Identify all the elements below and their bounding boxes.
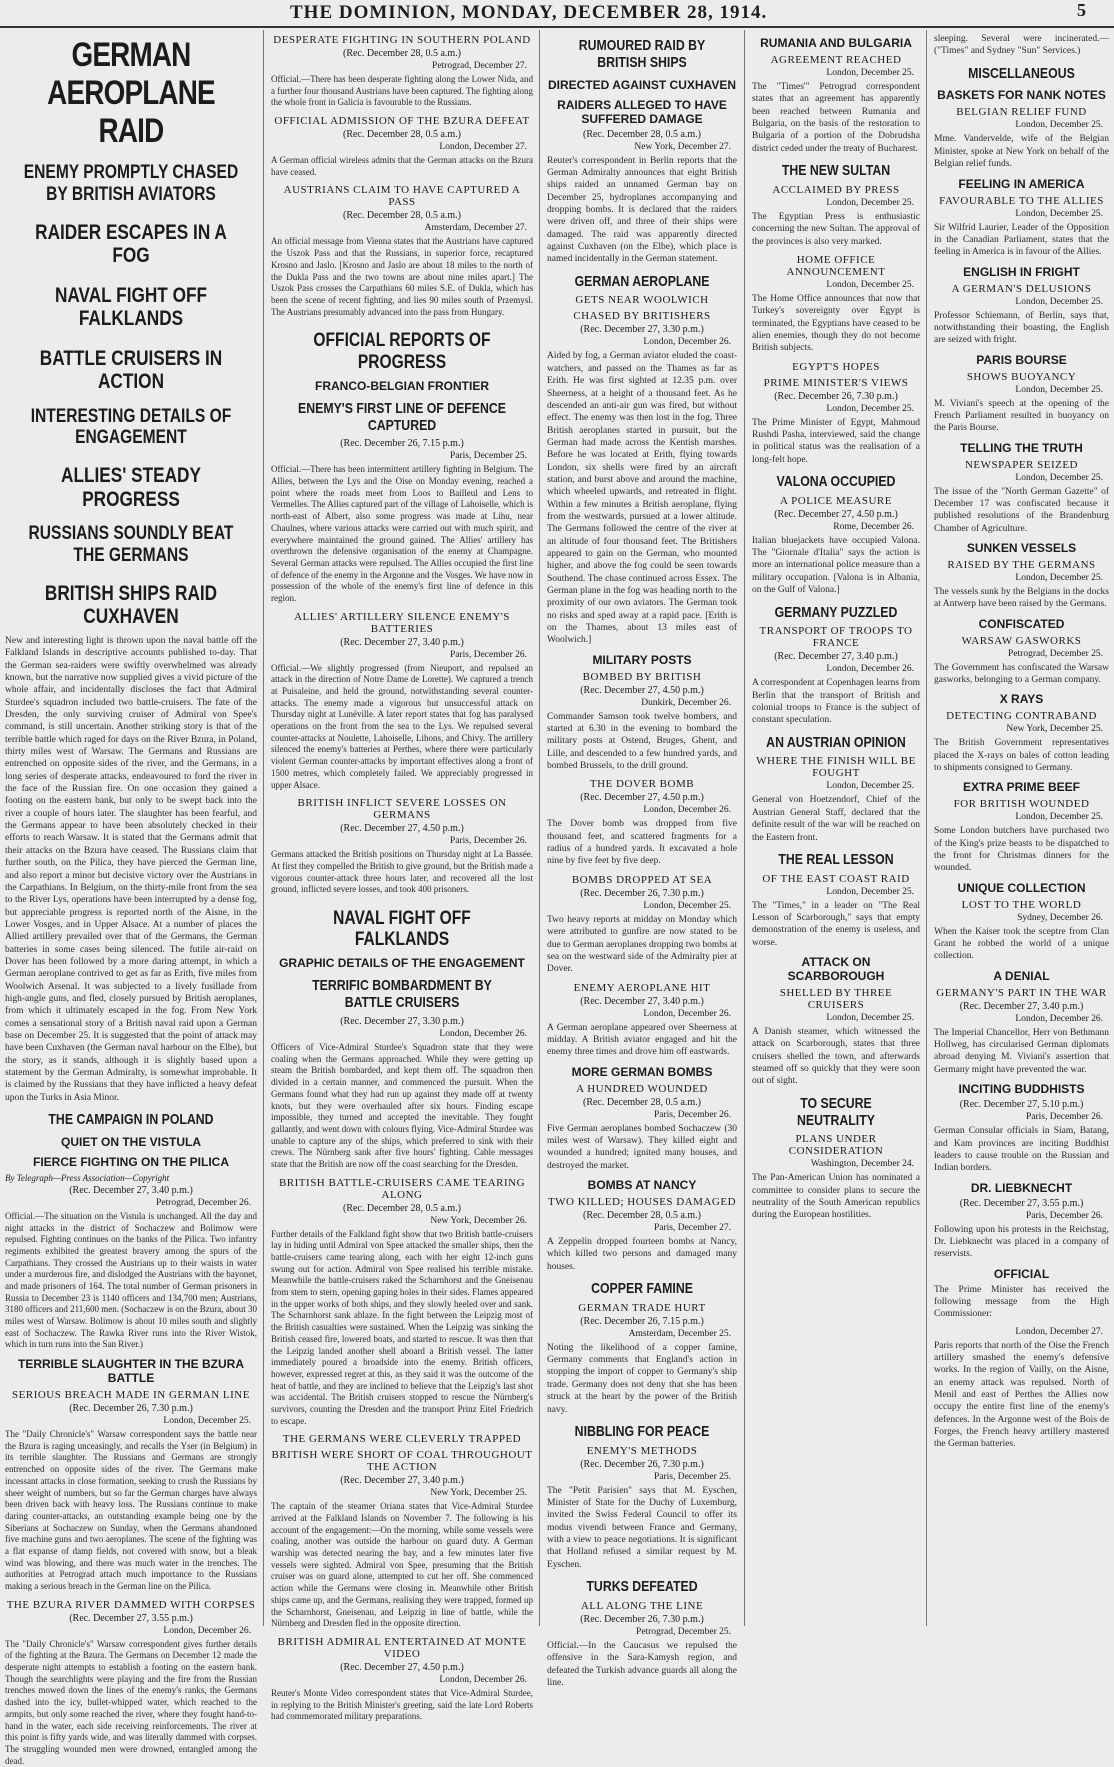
section-subhead: NEWSPAPER SEIZED bbox=[964, 458, 1079, 471]
section-subhead: A GERMAN'S DELUSIONS bbox=[951, 282, 1092, 295]
dateline: London, December 26. bbox=[643, 1008, 731, 1019]
article-body: General von Hoetzendorf, Chief of the Austrian General Staff, declared that the definite result of the war will be reached on the Eastern front. bbox=[752, 795, 923, 843]
column-rule bbox=[926, 30, 927, 1626]
section-headline: AN AUSTRIAN OPINION bbox=[766, 733, 906, 751]
article-body: Mme. Vandervelde, wife of the Belgian Minister, spoke at New York on behalf of the Belgian relief funds. bbox=[934, 134, 1112, 170]
article-body: Some London butchers have purchased two of the King's prize beasts to be dispatched to the front for Christmas dinners for the wounded. bbox=[934, 826, 1112, 874]
section-subhead: GERMANY'S PART IN THE WAR bbox=[936, 986, 1107, 999]
article-body: The Prime Minister of Egypt, Mahmoud Rushdi Pasha, interviewed, said the change in political status was the realisation of a long-felt hope. bbox=[752, 417, 923, 465]
section-headline: DR. LIEBKNECHT bbox=[970, 1180, 1073, 1195]
dateline: Amsterdam, December 27. bbox=[424, 223, 527, 234]
dateline: Paris, December 26. bbox=[1025, 1210, 1103, 1221]
section-headline: AUSTRIANS CLAIM TO HAVE CAPTURED A PASS bbox=[283, 184, 521, 209]
section-subhead: GETS NEAR WOOLWICH bbox=[575, 294, 709, 307]
column-1 bbox=[0, 30, 262, 1766]
article-body: The British Government representatives placed the X-rays on bales of cotton leading to shipments consigned to Germany. bbox=[934, 738, 1112, 774]
section-subhead: BASKETS FOR NANK NOTES bbox=[937, 88, 1106, 103]
section-headline: ATTACK ON SCARBOROUGH bbox=[787, 955, 885, 984]
article-body: Official.—There has been desperate fighting along the Lower Nida, and a further four thousand Austrians have been captured. The fighting along the whole front in Galicia is favourable to the Russians. bbox=[271, 74, 536, 108]
received-line: (Rec. December 27, 3.30 p.m.) bbox=[580, 324, 704, 336]
section-headline: OFFICIAL bbox=[993, 1266, 1050, 1281]
deck-headline: NAVAL FIGHT OFF FALKLANDS bbox=[54, 283, 208, 331]
section-headline: OFFICIAL REPORTS OF PROGRESS bbox=[313, 330, 491, 373]
dateline: Petrograd, December 27. bbox=[432, 61, 527, 71]
deck-headline: ALLIES' STEADY PROGRESS bbox=[61, 464, 201, 511]
article-body: M. Viviani's speech at the opening of the French Parliament resulted in buoyancy on the Paris Bourse. bbox=[934, 398, 1112, 434]
deck-headline: RAIDER ESCAPES IN A FOG bbox=[35, 220, 227, 268]
dateline: Petrograd, December 25. bbox=[636, 1626, 731, 1637]
article-body: German Consular officials in Siam, Batang, and Kam provinces are inciting Buddhist leaders to cause trouble on the Russian and Indian borders. bbox=[934, 1126, 1112, 1174]
dateline: London, December 27. bbox=[1015, 1326, 1103, 1337]
section-subhead: RAISED BY THE GERMANS bbox=[947, 558, 1096, 571]
section-subhead: WHERE THE FINISH WILL BE FOUGHT bbox=[756, 755, 916, 780]
section-headline: MISCELLANEOUS bbox=[968, 64, 1075, 82]
dateline: Petrograd, December 26. bbox=[156, 1197, 251, 1208]
received-line: (Rec. December 27, 3.55 p.m.) bbox=[69, 1612, 193, 1624]
section-subhead: TRANSPORT OF TROOPS TO FRANCE bbox=[759, 625, 913, 650]
dateline: London, December 25. bbox=[1015, 296, 1103, 307]
deck-headline: BATTLE CRUISERS IN ACTION bbox=[39, 346, 223, 394]
section-headline: NAVAL FIGHT OFF FALKLANDS bbox=[333, 907, 471, 951]
section-headline: RUMOURED RAID BY BRITISH SHIPS bbox=[578, 37, 706, 71]
section-headline: THE REAL LESSON bbox=[778, 850, 894, 868]
dateline: Washington, December 24. bbox=[810, 1159, 914, 1170]
received-line: (Rec. December 28, 0.5 a.m.) bbox=[342, 48, 461, 59]
dateline: Sydney, December 26. bbox=[1017, 912, 1103, 923]
section-headline: COPPER FAMINE bbox=[591, 1279, 693, 1297]
section-subhead: TERRIFIC BOMBARDMENT BY BATTLE CRUISERS bbox=[312, 977, 492, 1012]
dateline: London, December 26. bbox=[1015, 1013, 1103, 1024]
received-line: (Rec. December 27, 3.55 p.m.) bbox=[959, 1197, 1084, 1209]
section-subhead: GRAPHIC DETAILS OF THE ENGAGEMENT bbox=[279, 956, 525, 971]
received-line: (Rec. December 27, 3.40 p.m.) bbox=[340, 636, 464, 648]
section-headline: GERMAN AEROPLANE bbox=[574, 272, 710, 290]
dateline: London, December 27. bbox=[439, 142, 527, 153]
section-headline: THE NEW SULTAN bbox=[781, 162, 891, 180]
column-5 bbox=[929, 30, 1114, 1626]
dateline: Amsterdam, December 25. bbox=[628, 1328, 731, 1339]
article-body: Officers of Vice-Admiral Sturdee's Squadron state that they were coaling when the Germans approached. While they were getting up steam the British bombarded, and kept them off. The squadron then divided in a certain manner, and commenced the pursuit. When the Germans found what they had run up against they made off at twenty knots, but they were overhauled after six hours. Finding escape impossible, they turned and accepted the inevitable. They fought gallantly, and went down with colours flying. Vice-Admiral Sturdee was unable to capture any of the ships, which preferred to sink with their crews. The Nürnberg sank after five hours' fighting. Cable messages state that the British are now off the coast searching for the Dresden. bbox=[271, 1042, 536, 1169]
section-headline: TURKS DEFEATED bbox=[586, 1578, 698, 1596]
section-headline: TO SECURE NEUTRALITY bbox=[797, 1094, 875, 1129]
dateline: New York, December 25. bbox=[1006, 724, 1103, 735]
section-headline: RUMANIA AND BULGARIA bbox=[760, 36, 912, 50]
column-rule bbox=[263, 30, 264, 1626]
received-line: (Rec. December 27, 3.30 p.m.) bbox=[340, 1016, 464, 1028]
section-subhead: A POLICE MEASURE bbox=[780, 494, 892, 507]
dateline: London, December 25. bbox=[1015, 572, 1103, 583]
column-3 bbox=[542, 30, 742, 1688]
section-subhead: ENEMY'S FIRST LINE OF DEFENCE CAPTURED bbox=[298, 399, 506, 434]
byline: By Telegraph—Press Association—Copyright bbox=[5, 1172, 170, 1183]
article-body: Further details of the Falkland fight show that two British battle-cruisers lay in hiding until Admiral von Spee attacked the smaller ships, then the battle-cruisers came tearing along, each with her eight 12-inch guns swung out for action. Admiral von Spee realised his terrible mistake. Meanwhile the battle-cruisers raked the Scharnhorst and the Gneisenau from stem to stern, opening gaping holes in their sides. Flames appeared in the upper works of both ships, and they slowly heeled over and sank. The Scharnhorst sank ablaze. In the fight between the Leipzig most of the British casualties were sustained. When the Leipzig was sinking the British ceased fire, lowered boats, and started to rescue. It was then that the Leipzig landed another shell aboard a British vessel. The latter immediately poured a broadside into the enemy. British officers, however, expressed regret at this, as they said it was the outcome of the heat of battle, and they are inclined to believe that the Leipzig's last shot was accidental. The British cruisers stopped to rescue the Nürnberg's survivors, counting the Dresden and the transport Prinz Eitel Friedrich to escape. bbox=[271, 1228, 536, 1426]
section-subhead: SERIOUS BREACH MADE IN GERMAN LINE bbox=[12, 1389, 250, 1402]
received-line: (Rec. December 26, 7.30 p.m.) bbox=[580, 1613, 704, 1625]
article-body: Professor Schiemann, of Berlin, says that, notwithstanding their boasting, the English are seized with fright. bbox=[934, 310, 1112, 346]
article-body: Paris reports that north of the Oise the French artillery smashed the enemy's defensive works. In the region of Vailly, on the Aisne, an enemy attack was repulsed. North of Menil and east of Perthes the Allies now occupy the entire first line of the enemy's defences. In the Argonne west of the Bois de Forges, the French heavy artillery mastered the German batteries. bbox=[934, 1340, 1112, 1450]
dateline: London, December 25. bbox=[826, 886, 914, 897]
received-line: (Rec. December 28, 0.5 a.m.) bbox=[582, 128, 701, 140]
article-body: Germans attacked the British positions on Thursday night at La Bassée. At first they compelled the British to give ground, but the British made a vigorous counter-attack three hours later, and recovered all the lost ground, inflicted severe losses, and took 400 prisoners. bbox=[271, 849, 536, 895]
article-body: When the Kaiser took the sceptre from Clan Grant he robbed the world of a unique collection. bbox=[934, 926, 1112, 962]
section-headline: TERRIBLE SLAUGHTER IN THE BZURA BATTLE bbox=[18, 1357, 244, 1386]
section-headline: MORE GERMAN BOMBS bbox=[571, 1064, 713, 1079]
article-body: The Pan-American Union has nominated a committee to consider plans to secure the neutrality of the South American republics during the European hostilities. bbox=[752, 1173, 923, 1221]
article-body: Official.—There has been intermittent artillery fighting in Belgium. The Allies, between the Lys and the Oise on Monday evening, reached a point where the roads meet from Loos to Bailleul and Lens to Vermelles. The Allies captured part of the village of Lahoiselle, which is north-east of Albert, also some progress was made at Lihu, near Chaulnes, where various attacks were carried out with much spirit, and everywhere maintained the ground gained. The Allies' artillery has overthrown the defensive organisation of the enemy at Champagne. Several German attacks were repulsed. The Allies occupied the first line of defence of the enemy in the Argonne and the Vosges. We have now in possession of the whole of the enemy's first line of defence in this region. bbox=[271, 464, 536, 603]
section-headline: BRITISH INFLICT SEVERE LOSSES ON GERMANS bbox=[297, 797, 507, 822]
dateline: London, December 25. bbox=[826, 197, 914, 208]
received-line: (Rec. December 26, 7.30 p.m.) bbox=[69, 1403, 193, 1415]
page-number: 5 bbox=[1077, 0, 1086, 20]
section-subhead: FIERCE FIGHTING ON THE PILICA bbox=[32, 1154, 229, 1169]
dateline: London, December 25. bbox=[826, 68, 914, 78]
dateline: Petrograd, December 25. bbox=[1008, 648, 1103, 659]
section-subhead: WARSAW GASWORKS bbox=[961, 634, 1082, 647]
section-headline: BRITISH ADMIRAL ENTERTAINED AT MONTE VIDEO bbox=[277, 1635, 527, 1660]
dateline: New York, December 25. bbox=[430, 1488, 527, 1499]
dateline: London, December 25. bbox=[1015, 812, 1103, 823]
dateline: London, December 25. bbox=[826, 403, 914, 414]
section-subhead: OF THE EAST COAST RAID bbox=[762, 872, 910, 885]
dateline: Paris, December 26. bbox=[653, 1109, 731, 1120]
masthead-title: THE DOMINION, MONDAY, DECEMBER 28, 1914. bbox=[290, 2, 768, 23]
deck-headline: ENEMY PROMPTLY CHASED BY BRITISH AVIATORS bbox=[23, 162, 239, 205]
section-subhead: BELGIAN RELIEF FUND bbox=[956, 106, 1087, 119]
section-subhead: ENEMY'S METHODS bbox=[586, 1444, 698, 1457]
section-headline: DESPERATE FIGHTING IN SOUTHERN POLAND bbox=[273, 34, 531, 46]
section-subhead: PLANS UNDER CONSIDERATION bbox=[788, 1133, 884, 1158]
article-body: Official.—In the Caucasus we repulsed the offensive in the Sara-Kamysh region, and defeated the Turkish advance guards all along the line. bbox=[547, 1640, 740, 1688]
section-subhead: PRIME MINISTER'S VIEWS bbox=[763, 376, 909, 389]
dateline: London, December 26. bbox=[643, 337, 731, 348]
section-subhead: DETECTING CONTRABAND bbox=[946, 710, 1097, 723]
received-line: (Rec. December 26, 7.30 p.m.) bbox=[774, 390, 898, 402]
received-line: (Rec. December 28, 0.5 a.m.) bbox=[342, 129, 461, 141]
article-body: Reuter's correspondent in Berlin reports that the German Admiralty announces that eight British ships raided an unnamed German bay on December 25, hydroplanes accompanying and dropping bombs. It is declared that the raiders were driven off, and three of their ships were damaged. The raid was apparently directed against Cuxhaven (on the Elbe), which place is named incidentally in the German statement. bbox=[547, 155, 740, 265]
received-line: (Rec. December 27, 3.40 p.m.) bbox=[959, 1000, 1084, 1012]
dateline: Paris, December 25. bbox=[653, 1471, 731, 1482]
received-line: (Rec. December 27, 3.40 p.m.) bbox=[580, 995, 704, 1007]
column-2 bbox=[266, 30, 538, 1722]
section-subhead: ACCLAIMED BY PRESS bbox=[772, 183, 900, 196]
article-body: Two heavy reports at midday on Monday which were attributed to gunfire are now stated to be due to German aeroplanes dropping two bombs at sea on the westward side of the Admiralty pier at Dover. bbox=[547, 914, 740, 975]
section-subhead: FRANCO-BELGIAN FRONTIER bbox=[315, 378, 489, 393]
deck-headline: INTERESTING DETAILS OF ENGAGEMENT bbox=[30, 405, 232, 449]
section-headline: OFFICIAL ADMISSION OF THE BZURA DEFEAT bbox=[274, 115, 530, 128]
section-headline: BOMBS DROPPED AT SEA bbox=[571, 873, 713, 886]
dateline: Paris, December 27. bbox=[653, 1222, 731, 1233]
dateline: London, December 25. bbox=[826, 1013, 914, 1024]
dateline: London, December 25. bbox=[1015, 384, 1103, 395]
article-body: Reuter's Monte Video correspondent states that Vice-Admiral Sturdee, in replying to the British Minister's greeting, said the late Lord Roberts had commemorated military preparations. bbox=[271, 1687, 536, 1722]
section-subhead: ALL ALONG THE LINE bbox=[580, 1599, 704, 1612]
section-subhead: SHOWS BUOYANCY bbox=[966, 370, 1077, 383]
article-body: A German official wireless admits that the German attacks on the Bzura have ceased. bbox=[271, 155, 536, 177]
received-line: (Rec. December 28, 0.5 a.m.) bbox=[342, 210, 461, 222]
dateline: London, December 25. bbox=[1015, 472, 1103, 483]
section-headline: BRITISH BATTLE-CRUISERS CAME TEARING ALONG bbox=[278, 1176, 526, 1201]
dateline: London, December 25. bbox=[643, 900, 731, 911]
section-headline: THE CAMPAIGN IN POLAND bbox=[48, 1111, 214, 1129]
article-body: Commander Samson took twelve bombers, and started at 6.30 in the evening to bombard the military posts at Ostend, Bruges, Ghent, and Lille, and descended to a few hundred yards, and bombed Brussels, to the drill ground. bbox=[547, 711, 740, 772]
section-headline: MILITARY POSTS bbox=[592, 652, 692, 667]
dateline: London, December 26. bbox=[163, 1625, 251, 1636]
section-headline: ALLIES' ARTILLERY SILENCE ENEMY'S BATTERIES bbox=[294, 610, 510, 635]
section-subhead: LOST TO THE WORLD bbox=[961, 898, 1082, 911]
article-body: sleeping. Several were incinerated.—("Times" and Sydney "Sun" Services.) bbox=[934, 34, 1109, 57]
main-headline: GERMAN AEROPLANE RAID bbox=[47, 36, 215, 151]
received-line: (Rec. December 27, 4.50 p.m.) bbox=[580, 684, 704, 696]
received-line: (Rec. December 27, 5.10 p.m.) bbox=[959, 1099, 1084, 1111]
deck-headline: RUSSIANS SOUNDLY BEAT THE GERMANS bbox=[28, 523, 234, 566]
section-subhead: FAVOURABLE TO THE ALLIES bbox=[939, 194, 1104, 207]
dateline: London, December 26. bbox=[643, 805, 731, 816]
received-line: (Rec. December 26, 7.30 p.m.) bbox=[580, 1458, 704, 1470]
section-headline: SUNKEN VESSELS bbox=[966, 540, 1077, 555]
summary-paragraph: New and interesting light is thrown upon the naval battle off the Falkland Islands in descriptive accounts published to-day. That the German sea-raiders were swiftly overwhelmed was already known, but the narrative now supplied gives a vivid picture of the whole affair, and incidentally discloses the fact that Admiral Sturdee's squadron included two battle-cruisers. The fate of the Dresden, the only surviving cruiser of Admiral von Spee's command, is still uncertain. Another striking story is that of the terrible battle which raged for days on the River Bzura, in Poland, thirty miles west of Warsaw. The Germans and Russians are entrenched on opposite sides of the river, and the Germans, in a long series of desperate attacks, endeavoured to ford the river in the face of the Russian fire. On one occasion they gained a footing on the eastern bank, but only to be swept back into the river a couple of hours later. The slaughter has been fearful, and the Germans appear to have been absolutely checked in their efforts to reach Warsaw. It is stated that the Germans admit that their attacks on the Bzura have ceased. The Russians claim that further south, on the Pilica, they have pierced the German line, and also report a minor but decisive victory over the Austrians in the Carpathians. In Belgium, on the thirty-mile front from the sea to the River Lys, operations have been interrupted by a dense fog, but appreciable progress is reported north of the Aisne, in the Lower Vosges, and in Upper Alsace. At a number of places the Allied artillery prevailed over that of the Germans, the German batteries in some cases being silenced. The futile air-raid on Dover has been followed by a more daring attempt, in which a German aeroplane contrived to get as far as Erith, five miles from Woolwich Arsenal. It was subjected to a lively fusillade from high-angle guns, and fled, closely pursued by British aeroplanes, from which it ultimately escaped in the fog. From New York comes a sensational story of a British naval raid upon a German base on December 25. It is suggested that the point of attack may have been Cuxhaven (the German naval harbour on the Elbe), but the story, as it stands, although it is slightly based upon a statement by the German Admiralty, is somewhat improbable. It is claimed by the Russians that they have inflicted a heavy defeat upon the Turks in Asia Minor. bbox=[5, 635, 260, 1103]
dateline: New York, December 26. bbox=[430, 1215, 527, 1226]
dateline: Paris, December 26. bbox=[449, 649, 527, 660]
section-headline: BOMBS AT NANCY bbox=[587, 1177, 697, 1192]
article-body: Sir Wilfrid Laurier, Leader of the Opposition in the Canadian Parliament, states that the feeling in America is in favour of the Allies. bbox=[934, 222, 1112, 258]
received-line: (Rec. December 28, 0.5 a.m.) bbox=[582, 1209, 701, 1221]
dateline: New York, December 27. bbox=[634, 141, 731, 152]
received-line: (Rec. December 26, 7.15 p.m.) bbox=[340, 438, 464, 450]
section-subhead: AGREEMENT REACHED bbox=[770, 54, 902, 66]
dateline: London, December 25. bbox=[163, 1416, 251, 1427]
section-headline: THE DOVER BOMB bbox=[589, 778, 695, 791]
article-body: An official message from Vienna states that the Austrians have captured the Uszok Pass and that the Russians, in superior force, recaptured Krosno and Jaslo. [Krosno and Jaslo are about 18 miles to the north of the Dukla Pass and the two towns are about nine miles apart.] The Uszok Pass crosses the Carpathians 60 miles S.E. of Dukla, which has been the scene of recent fighting, and lies 90 miles south of Przemysl. The Austrians presumably advanced into the pass from Hungary. bbox=[271, 236, 536, 317]
dateline: London, December 25. bbox=[826, 279, 914, 290]
article-body: Official.—The situation on the Vistula is unchanged. All the day and night attacks in the district of Sochaczew and Bolimow were repulsed. Fighting continues on the banks of the Pilica. Two infantry regiments exhibited the greatest bravery among the spurs of the Carpathians. They crossed the Austrians up to their waists in water under a murderous fire, and dislodged the Austrians with the bayonet, and made prisoners of 164. The total number of German prisoners in Russia to December 23 is 1140 officers and 134,700 men; Austrians, 3180 officers and 211,600 men. (Sochaczew is on the Bzura, about 30 miles west of Warsaw. Bolimow is about 10 miles south and slightly east of Sochaczew. The Rawka River runs into the River Wistok, which in turn runs into the San River.) bbox=[5, 1210, 260, 1350]
section-headline: UNIQUE COLLECTION bbox=[957, 880, 1086, 895]
article-body: A Danish steamer, which witnessed the attack on Scarborough, states that three cruisers shelled the town, and afterwards steamed off so quickly that they were soon out of sight. bbox=[752, 1027, 923, 1087]
section-headline: EXTRA PRIME BEEF bbox=[963, 780, 1080, 795]
deck-headline: BRITISH SHIPS RAID CUXHAVEN bbox=[44, 581, 218, 629]
dateline: Paris, December 26. bbox=[1025, 1112, 1103, 1123]
article-body: The vessels sunk by the Belgians in the docks at Antwerp have been raised by the Germans. bbox=[934, 586, 1112, 610]
section-subhead: A HUNDRED WOUNDED bbox=[576, 1082, 708, 1095]
article-body: A correspondent at Copenhagen learns from Berlin that the transport of British and colonial troops to France is the subject of constant speculation. bbox=[752, 678, 923, 726]
article-body: A Zeppelin dropped fourteen bombs at Nancy, which killed two persons and damaged many houses. bbox=[547, 1236, 740, 1272]
received-line: (Rec. December 27, 4.50 p.m.) bbox=[340, 1661, 464, 1673]
article-body: The "Daily Chronicle's" Warsaw correspondent says the battle near the Bzura is raging unceasingly, and recalls the Yser (in Belgium) in its terrible slaughter. The Russians and Germans are strongly entrenched on opposite sides of the river. The Germans make incessant attacks in close formation, seeking to crush the Russians by sheer weight of numbers, but so far the German charges have always been driven back with heavy loss. The Russians continue to make daring counter-attacks, an outstanding example being one by the Siberians at Sochaczew on Sunday, when the Germans abandoned five machine guns and two aeroplanes. The scene of the fighting was a flat expanse of damp fields, not covered with snow, but a bleak wind was blowing, and there was much water in the trenches. The authorities at Petrograd attach much importance to the Russians making a serious breach in the German line on the Pilica. bbox=[5, 1429, 260, 1592]
dateline: London, December 25. bbox=[826, 781, 914, 792]
column-rule bbox=[539, 30, 540, 1626]
dateline: London, December 25. bbox=[1015, 208, 1103, 219]
section-headline: ENGLISH IN FRIGHT bbox=[963, 264, 1080, 279]
section-subhead: CHASED BY BRITISHERS bbox=[573, 310, 711, 323]
article-body: The Home Office announces that now that Turkey's sovereignty over Egypt is terminated, the Egyptians have ceased to be alien enemies, though they do not become British subjects. bbox=[752, 293, 923, 354]
section-headline: PARIS BOURSE bbox=[976, 352, 1067, 367]
article-body: The "Daily Chronicle's" Warsaw correspondent gives further details of the fighting at the Bzura. The Germans on December 12 made the desperate night attempts to establish a footing on the eastern bank. Though the searchlights were playing and the fire from the Russian trenches mowed down the lines of the enemy's ranks, the Germans dashed into the icy, bullet-whipped water, which reached to the armpits, but only some reached the river, where they fought hand-to-hand in the water, each side receiving reinforcements. The river at this point is fifty yards wide, and was literally dammed with corpses. The struggling wounded men were drowned, entangled among the dead. bbox=[5, 1638, 260, 1766]
section-headline: TELLING THE TRUTH bbox=[960, 440, 1083, 455]
article-body: The "Petit Parisien" says that M. Eyschen, Minister of State for the Duchy of Luxemburg, invited the Swiss Federal Council to offer its modus vivendi between France and Germany, with a view to peace negotiations. It is significant that Holland refused a similar request by M. Eyschen. bbox=[547, 1485, 740, 1570]
column-4 bbox=[747, 30, 925, 1626]
article-body: The Imperial Chancellor, Herr von Bethmann Hollweg, has circularised German diplomats abroad denying M. Viviani's assertion that Germany might have prevented the war. bbox=[934, 1027, 1112, 1075]
article-body: The Egyptian Press is enthusiastic concerning the new Sultan. The approval of the provinces is also very marked. bbox=[752, 211, 923, 247]
section-headline: HOME OFFICE ANNOUNCEMENT bbox=[786, 253, 886, 278]
section-subhead: FOR BRITISH WOUNDED bbox=[953, 798, 1090, 811]
section-subhead: GERMAN TRADE HURT bbox=[578, 1301, 706, 1314]
article-body: Italian bluejackets have occupied Valona. The "Giornale d'Italia" says the action is more an international police measure than a military occupation. [Valona is in Albania, on the Gulf of Valona.] bbox=[752, 535, 923, 596]
dateline: London, December 25. bbox=[1015, 120, 1103, 131]
masthead bbox=[0, 0, 1114, 28]
received-line: (Rec. December 28, 0.5 a.m.) bbox=[582, 1096, 701, 1108]
article-body: The issue of the "North German Gazette" of December 17 was confiscated because it published resolutions of the Brandenburg Chamber of Agriculture. bbox=[934, 486, 1112, 534]
section-headline: THE BZURA RIVER DAMMED WITH CORPSES bbox=[6, 1598, 256, 1611]
section-headline: X RAYS bbox=[999, 692, 1044, 707]
article-body: The Dover bomb was dropped from five thousand feet, and scattered fragments for a radius of a hundred yards. It excavated a hole nine by five feet by five deep. bbox=[547, 819, 740, 867]
section-headline: ENEMY AEROPLANE HIT bbox=[573, 981, 711, 994]
column-rule bbox=[744, 30, 745, 1626]
article-body: Five German aeroplanes bombed Sochaczew (30 miles west of Warsaw). They killed eight and wounded a hundred; ignited many houses, and destroyed the market. bbox=[547, 1123, 740, 1171]
dateline: London, December 26. bbox=[826, 664, 914, 675]
article-body: The "Times," in a leader on "The Real Lesson of Scarborough," says that empty demonstration of the enemy is useless, and worse. bbox=[752, 900, 923, 948]
article-body: The captain of the steamer Oriana states that Vice-Admiral Sturdee arrived at the Falkland Islands on November 7. The following is his account of the engagement:—On the morning, while some vessels were coaling, another was outside the harbour on guard duty. A German warship was detected nearing the bay, and a few minutes later five vessels were sighted. Admiral von Spee, presuming that the British cruiser was on guard alone, attempted to cut her off. She commenced action while the Germans were closing in. Meanwhile other British ships came up, and the Germans, realising they were trapped, formed up the Scharnhorst, Gneisenau, and Leipzig in line of battle, while the Nürnberg and Dresden fled in the opposite direction. bbox=[271, 1501, 536, 1629]
received-line: (Rec. December 28, 0.5 a.m.) bbox=[342, 1202, 461, 1214]
section-headline: EGYPT'S HOPES bbox=[792, 360, 880, 373]
section-subhead: TWO KILLED; HOUSES DAMAGED bbox=[547, 1195, 737, 1208]
section-headline: FEELING IN AMERICA bbox=[958, 176, 1085, 191]
section-headline: CONFISCATED bbox=[978, 616, 1065, 631]
section-headline: NIBBLING FOR PEACE bbox=[574, 1422, 710, 1440]
section-subhead: DIRECTED AGAINST CUXHAVEN bbox=[547, 77, 736, 92]
article-body: A German aeroplane appeared over Sheerness at midday. A British aviator engaged and hit the enemy three times and drove him off eastwards. bbox=[547, 1022, 740, 1058]
article-body: Following upon his protests in the Reichstag, Dr. Liebknecht was placed in a company of reservists. bbox=[934, 1224, 1112, 1260]
article-body: The Prime Minister has received the following message from the High Commissioner: bbox=[934, 1284, 1112, 1320]
section-headline: GERMANY PUZZLED bbox=[774, 603, 898, 621]
received-line: (Rec. December 27, 3.40 p.m.) bbox=[69, 1184, 193, 1196]
article-body: Noting the likelihood of a copper famine, Germany comments that England's action in stopping the import of copper to Germany's ship trade. Germany does not deny that she has been struck at the heart by the power of the British navy. bbox=[547, 1342, 740, 1415]
received-line: (Rec. December 27, 4.50 p.m.) bbox=[580, 792, 704, 804]
dateline: Rome, December 26. bbox=[833, 521, 914, 532]
section-headline: THE GERMANS WERE CLEVERLY TRAPPED bbox=[282, 1433, 522, 1446]
received-line: (Rec. December 26, 7.30 p.m.) bbox=[580, 887, 704, 899]
section-subhead: SHELLED BY THREE CRUISERS bbox=[779, 987, 893, 1012]
dateline: Paris, December 25. bbox=[449, 451, 527, 462]
received-line: (Rec. December 27, 4.50 p.m.) bbox=[774, 508, 898, 520]
received-line: (Rec. December 26, 7.15 p.m.) bbox=[580, 1315, 704, 1327]
section-headline: A DENIAL bbox=[993, 968, 1050, 983]
section-subhead: BRITISH WERE SHORT OF COAL THROUGHOUT THE ACTION bbox=[271, 1449, 533, 1474]
article-body: Official.—We slightly progressed (from Nieuport, and repulsed an attack in the direction of Notre Dame de Lorette). We captured a trench at Puisaleine, and held the ground, notwithstanding several counter-attacks. The enemy made a vigorous but unsuccessful attack on Thursday night at Lunéville. A later report states that fog has paralysed operations on the front from the sea to the Lys. We repulsed several counter-attacks at Noulette, Lahoiselle, Lihons, and Chivy. The artillery silenced the enemy's batteries at Perthes, where there were particularly violent German counter-attacks by important effectives along a front of 1500 metres, which completely failed. We appreciably progressed in upper Alsace. bbox=[271, 662, 536, 790]
section-subhead: QUIET ON THE VISTULA bbox=[60, 1134, 201, 1149]
article-body: The Government has confiscated the Warsaw gasworks, belonging to a German company. bbox=[934, 662, 1112, 686]
dateline: Dunkirk, December 26. bbox=[641, 697, 731, 708]
article-body: The "Times'" Petrograd correspondent states that an agreement has apparently been reached between Rumania and Bulgaria, on the basis of the restoration to Bulgaria of a portion of the Dobrudsha district ceded under the treaty of Bucharest. bbox=[752, 82, 923, 154]
dateline: Paris, December 26. bbox=[449, 836, 527, 847]
received-line: (Rec. December 27, 3.40 p.m.) bbox=[774, 651, 898, 663]
received-line: (Rec. December 27, 3.40 p.m.) bbox=[340, 1475, 464, 1487]
section-headline: VALONA OCCUPIED bbox=[776, 472, 896, 490]
section-subhead: BOMBED BY BRITISH bbox=[582, 670, 702, 683]
dateline: London, December 26. bbox=[439, 1029, 527, 1040]
dateline: London, December 26. bbox=[439, 1674, 527, 1685]
article-body: Aided by fog, a German aviator eluded the coast-watchers, and passed on the Thames as far as Erith. He was first sighted at 12.35 p.m. over Sheerness, at a height of a thousand feet. As he descended an anti-air gun was fired, but without effect. The enemy was then lost in the fog. Three British aeroplanes started in pursuit, but the German had made across the Kentish marshes. Before he was located at Erith, flying towards London, six shells were fired by an aircraft station, and burst above and around the machine, which wheeled upwards, and retreated in flight. Within a few minutes a British aeroplane, flying from the westwards, pursued at a lower altitude. The Germans followed the centre of the river at an altitude of four thousand feet. The Britishers appeared to gain on the German, who mounted higher, and above the fog could be seen towards Southend. The chase continued across Essex. The German plane in the fog was heading north to the proximity of our own aviators. The German took no risks and sped away at a rapid pace. [Erith is on the Thames, about 13 miles east of Woolwich.] bbox=[547, 351, 740, 646]
section-headline: INCITING BUDDHISTS bbox=[958, 1082, 1085, 1097]
section-subhead: RAIDERS ALLEGED TO HAVE SUFFERED DAMAGE bbox=[557, 97, 727, 126]
received-line: (Rec. December 27, 4.50 p.m.) bbox=[340, 823, 464, 835]
